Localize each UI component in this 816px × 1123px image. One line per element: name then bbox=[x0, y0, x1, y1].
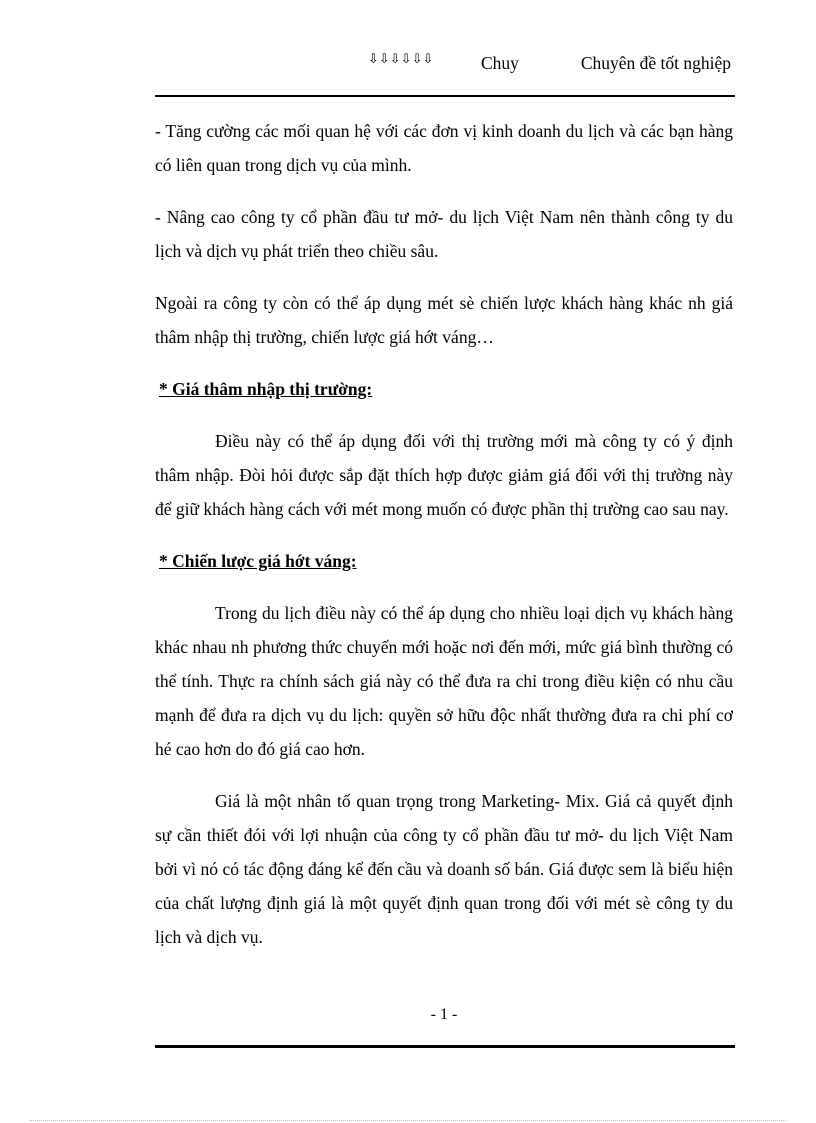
down-arrow-icons: ⇩⇩⇩⇩⇩⇩ bbox=[368, 52, 434, 67]
paragraph-price-marketing: Giá là một nhân tố quan trọng trong Marketing- Mix. Giá cả quyết định sự cần thiết đói với lợi nhuận của công ty cổ phần đầu tư mở- du lịch Việt Nam bởi vì nó có tác động đáng kể đến cầu và doanh số bán. Giá được sem là biểu hiện của chất lượng định giá là một quyết định quan trong đối với mét sè công ty du lịch và dịch vụ. bbox=[155, 791, 733, 947]
heading-skimming-text: * Chiến lược giá hớt váng: bbox=[159, 551, 357, 571]
heading-penetration-text: * Giá thâm nhập thị trường: bbox=[159, 379, 373, 399]
section-heading-skimming bbox=[155, 544, 733, 578]
header-title: Chuyên đề tốt nghiệp bbox=[580, 53, 731, 73]
page-header bbox=[155, 50, 735, 80]
paragraph-penetration: Điều này có thể áp dụng đối với thị trường mới mà công ty có ý định thâm nhập. Đòi hỏi được sắp đặt thích hợp được giảm giá đối với thị trường này để giữ khách hàng cách với mét mong muốn có được phần thị trường cao sau nay. bbox=[155, 431, 733, 519]
paragraph-relations: - Tăng cường các mối quan hệ với các đơn vị kinh doanh du lịch và các bạn hàng có liên quan trong dịch vụ của mình. bbox=[155, 121, 733, 175]
header-short-title: Chuy bbox=[481, 53, 519, 73]
paragraph-strategies: Ngoài ra công ty còn có thể áp dụng mét sè chiến lược khách hàng khác nh giá thâm nhập thị trường, chiến lược giá hớt váng… bbox=[155, 293, 733, 347]
page-number: - 1 - bbox=[430, 1006, 458, 1023]
document-body bbox=[155, 114, 733, 954]
paragraph-skimming: Trong du lịch điều này có thể áp dụng cho nhiều loại dịch vụ khách hàng khác nhau nh phương thức chuyến mới hoặc nơi đến mới, mức giá bình thường có thể tính. Thực ra chính sách giá này có thể đưa ra chỉ trong điều kiện có nhu cầu mạnh để đưa ra dịch vụ du lịch: quyền sở hữu độc nhất thường đưa ra chi phí cơ hé cao hơn do đó giá cao hơn. bbox=[155, 603, 733, 759]
footer-rule bbox=[155, 1045, 735, 1048]
section-heading-penetration bbox=[155, 372, 733, 406]
header-rule bbox=[155, 95, 735, 97]
page-edge-dotted-line bbox=[30, 1120, 786, 1121]
paragraph-development: - Nâng cao công ty cổ phần đầu tư mở- du lịch Việt Nam nên thành công ty du lịch và dịch vụ phát triển theo chiều sâu. bbox=[155, 207, 733, 261]
